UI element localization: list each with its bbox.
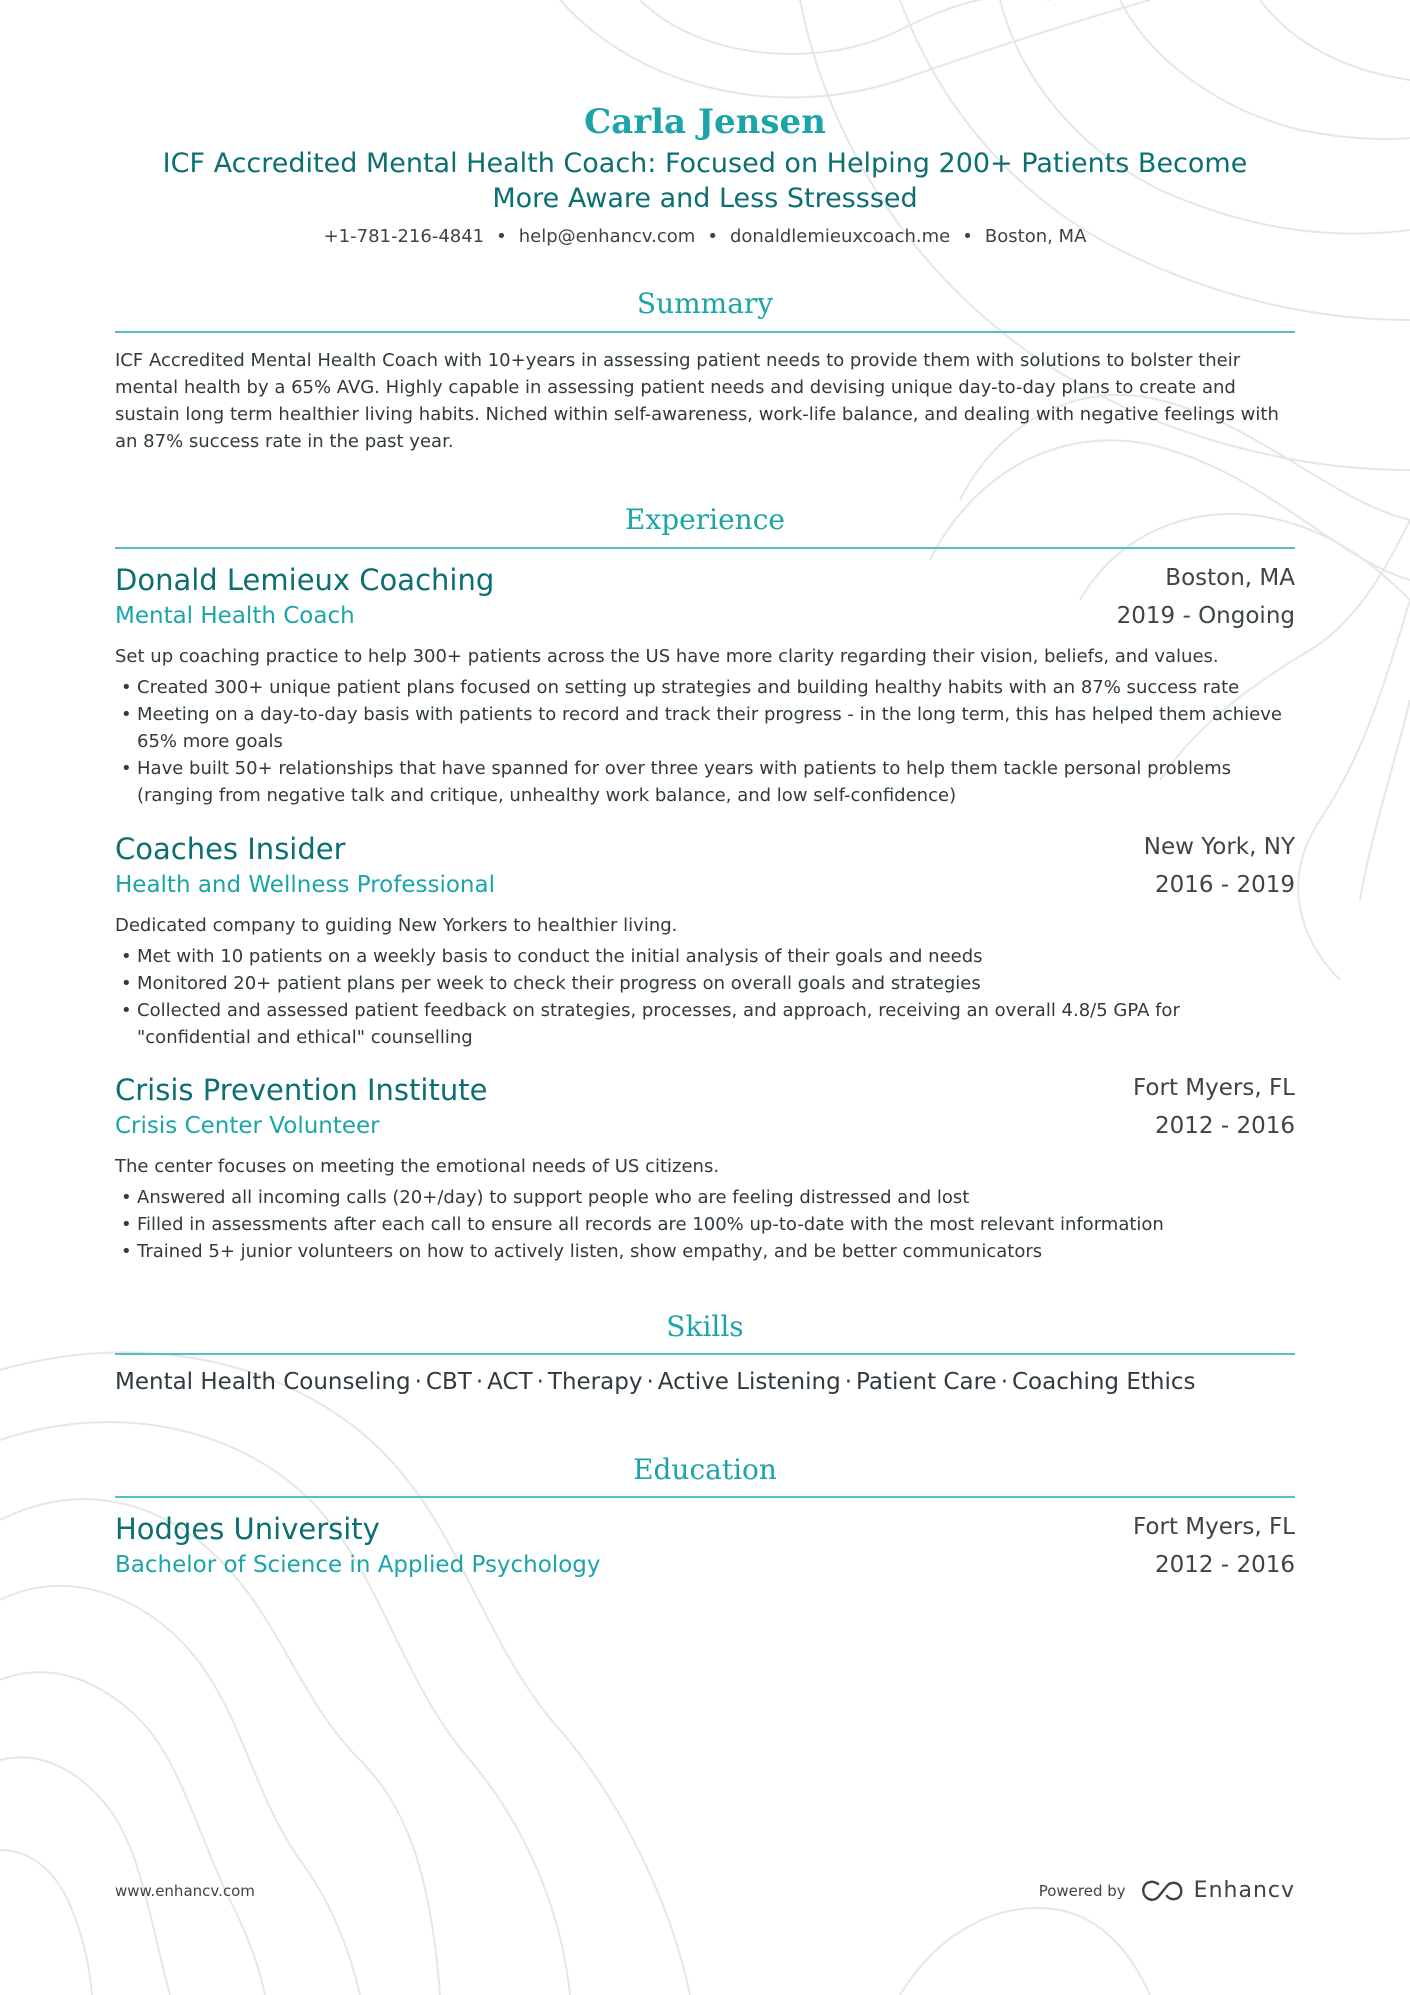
- footer-branding: [1039, 1878, 1295, 1903]
- bullet-separator: •: [496, 226, 507, 247]
- job-title: Crisis Center Volunteer: [115, 1113, 380, 1139]
- achievement-item: • Filled in assessments after each call to ensure all records are 100% up-to-date with the most relevant information: [115, 1211, 1295, 1238]
- achievement-item: • Answered all incoming calls (20+/day) to support people who are feeling distressed and lost: [115, 1184, 1295, 1211]
- section-divider: [115, 1353, 1295, 1355]
- skill-item: Therapy: [547, 1369, 643, 1395]
- job-dates: 2012 - 2016: [1155, 1113, 1295, 1139]
- email-link[interactable]: help@enhancv.com: [518, 226, 696, 247]
- education-heading: Education: [633, 1453, 777, 1486]
- skill-item: Coaching Ethics: [1012, 1369, 1196, 1395]
- job-description: The center focuses on meeting the emotional needs of US citizens.: [115, 1156, 720, 1177]
- achievement-item: • Trained 5+ junior volunteers on how to actively listen, show empathy, and be better communicators: [115, 1238, 1295, 1265]
- achievement-item: • Collected and assessed patient feedback on strategies, processes, and approach, receiving an overall 4.8/5 GPA for "confidential and ethical" counselling: [115, 997, 1295, 1051]
- company-name: Donald Lemieux Coaching: [115, 563, 495, 597]
- job-location: Fort Myers, FL: [1133, 1075, 1295, 1101]
- resume-header: [115, 100, 1295, 250]
- skill-separator: ·: [475, 1369, 484, 1395]
- summary-text: ICF Accredited Mental Health Coach with 10+years in assessing patient needs to provide them with solutions to bolster their mental health by a 65% AVG. Highly capable in assessing patient needs and devising unique day-to-day plans to create and sustain long term healthier living habits. Niched within self-awareness, work-life balance, and dealing with negative feelings with an 87% success rate in the past year.: [115, 350, 1279, 452]
- section-divider: [115, 1496, 1295, 1498]
- company-name: Coaches Insider: [115, 832, 346, 866]
- bullet-separator: •: [962, 226, 973, 247]
- skill-separator: ·: [414, 1369, 422, 1395]
- achievement-list: [115, 1184, 1295, 1265]
- headline-line: More Aware and Less Stresssed: [492, 183, 918, 214]
- location: Boston, MA: [984, 226, 1087, 247]
- headline: [115, 146, 1295, 216]
- summary-heading: Summary: [636, 287, 774, 320]
- experience-entry: [115, 561, 1295, 809]
- skill-item: Active Listening: [657, 1369, 841, 1395]
- skill-separator: ·: [844, 1369, 853, 1395]
- job-description: Dedicated company to guiding New Yorkers to healthier living.: [115, 915, 678, 936]
- skill-item: Patient Care: [856, 1369, 997, 1395]
- skills-heading: Skills: [666, 1310, 744, 1343]
- skill-separator: ·: [1000, 1369, 1008, 1395]
- degree: Bachelor of Science in Applied Psychology: [115, 1552, 601, 1578]
- experience-entry: [115, 830, 1295, 1051]
- achievement-list: [115, 943, 1295, 1051]
- section-divider: [115, 331, 1295, 333]
- contact-info: [115, 224, 1295, 250]
- job-dates: 2019 - Ongoing: [1116, 603, 1295, 629]
- phone: +1-781-216-4841: [323, 226, 485, 247]
- skill-item: CBT: [425, 1369, 472, 1395]
- school-name: Hodges University: [115, 1512, 380, 1546]
- skill-item: ACT: [487, 1369, 533, 1395]
- achievement-item: • Created 300+ unique patient plans focused on setting up strategies and building healthy habits with an 87% success rate: [115, 674, 1295, 701]
- skill-separator: ·: [646, 1369, 654, 1395]
- skill-separator: ·: [536, 1369, 544, 1395]
- candidate-name: Carla Jensen: [584, 102, 826, 142]
- skill-item: Mental Health Counseling: [115, 1369, 411, 1395]
- footer-website-link[interactable]: www.enhancv.com: [115, 1882, 255, 1900]
- brand-name: Enhancv: [1193, 1878, 1295, 1903]
- achievement-list: [115, 674, 1295, 809]
- experience-heading: Experience: [625, 503, 785, 536]
- job-title: Health and Wellness Professional: [115, 872, 495, 898]
- headline-line: ICF Accredited Mental Health Coach: Focused on Helping 200+ Patients Become: [162, 148, 1248, 179]
- achievement-item: • Met with 10 patients on a weekly basis to conduct the initial analysis of their goals and needs: [115, 943, 1295, 970]
- bullet-separator: •: [707, 226, 718, 247]
- experience-entry: [115, 1071, 1295, 1265]
- skills-list: [115, 1365, 1295, 1399]
- company-name: Crisis Prevention Institute: [115, 1073, 488, 1107]
- website-link[interactable]: donaldlemieuxcoach.me: [729, 226, 951, 247]
- education-dates: 2012 - 2016: [1155, 1552, 1295, 1578]
- achievement-item: • Monitored 20+ patient plans per week to check their progress on overall goals and strategies: [115, 970, 1295, 997]
- powered-by-label: Powered by: [1038, 1881, 1126, 1900]
- enhancv-logo-icon: [1140, 1879, 1186, 1903]
- job-dates: 2016 - 2019: [1155, 872, 1295, 898]
- achievement-item: • Have built 50+ relationships that have spanned for over three years with patients to help them tackle personal problems (ranging from negative talk and critique, unhealthy work balance, and low self-confidence): [115, 755, 1295, 809]
- achievement-item: • Meeting on a day-to-day basis with patients to record and track their progress - in the long term, this has helped them achieve 65% more goals: [115, 701, 1295, 755]
- job-location: Boston, MA: [1165, 565, 1295, 591]
- section-divider: [115, 547, 1295, 549]
- education-entry: [115, 1510, 1295, 1586]
- job-location: New York, NY: [1143, 834, 1295, 860]
- job-description: Set up coaching practice to help 300+ patients across the US have more clarity regarding their vision, beliefs, and values.: [115, 646, 1219, 667]
- job-title: Mental Health Coach: [115, 603, 355, 629]
- school-location: Fort Myers, FL: [1133, 1514, 1295, 1540]
- brand-logo[interactable]: [1140, 1878, 1295, 1903]
